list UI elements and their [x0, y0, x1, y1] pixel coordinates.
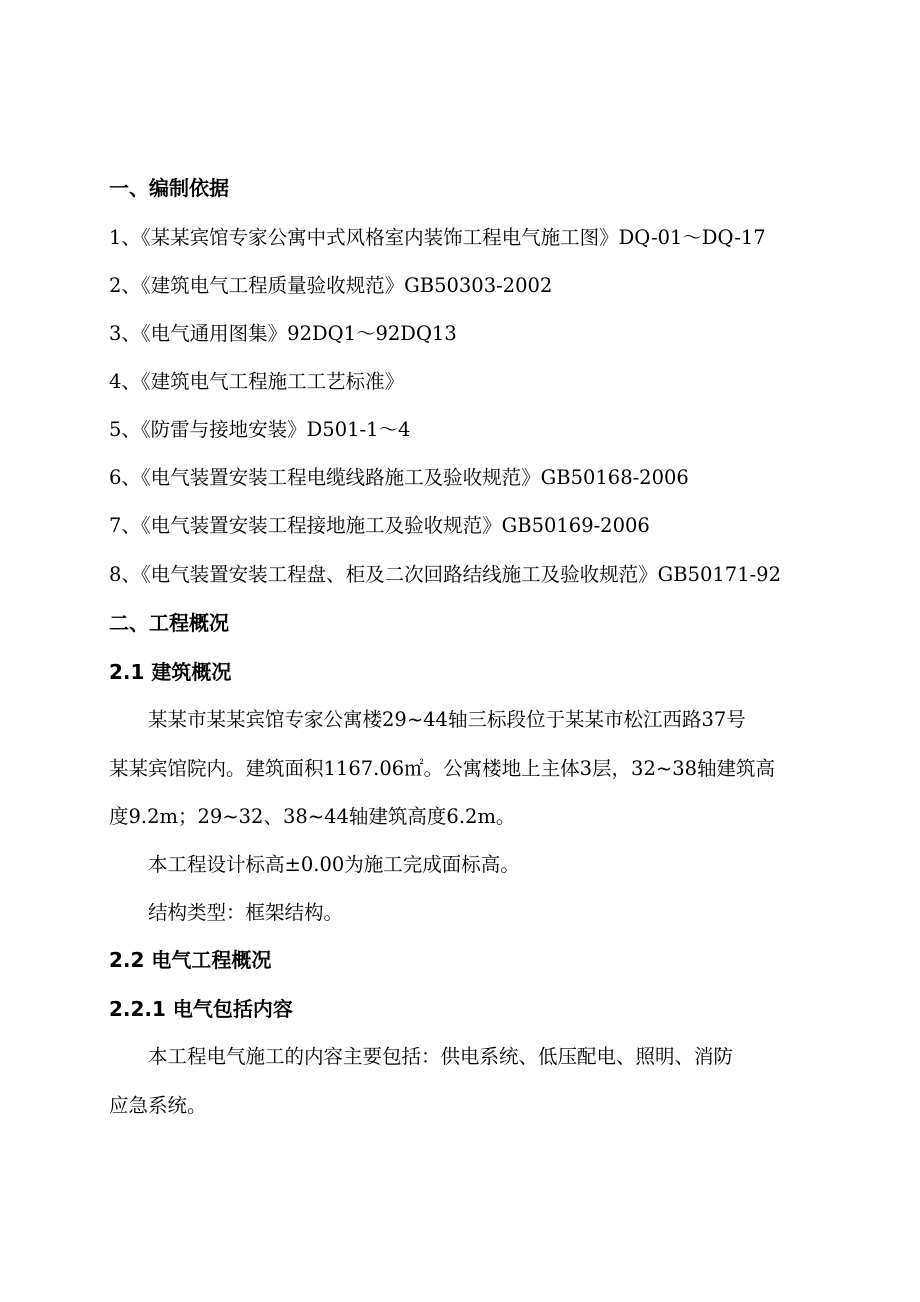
basis-item-8: 8、《电气装置安装工程盘、柜及二次回路结线施工及验收规范》GB50171-92 [109, 563, 781, 586]
subsection-heading-building: 2.1 建筑概况 [109, 660, 232, 684]
building-paragraph-line-2: 某某宾馆院内。建筑面积1167.06㎡。公寓楼地上主体3层，32~38轴建筑高 [109, 757, 776, 780]
subsection-heading-electrical: 2.2 电气工程概况 [109, 948, 272, 972]
building-paragraph-line-1: 某某市某某宾馆专家公寓楼29~44轴三标段位于某某市松江西路37号 [148, 708, 746, 731]
basis-item-2: 2、《建筑电气工程质量验收规范》GB50303-2002 [109, 274, 553, 297]
basis-item-4: 4、《建筑电气工程施工工艺标准》 [109, 370, 405, 393]
elevation-paragraph: 本工程设计标高±0.00为施工完成面标高。 [148, 853, 520, 876]
basis-item-3: 3、《电气通用图集》92DQ1～92DQ13 [109, 322, 457, 345]
building-paragraph-line-3: 度9.2m；29~32、38~44轴建筑高度6.2m。 [109, 805, 516, 828]
structure-paragraph: 结构类型：框架结构。 [148, 901, 344, 924]
scope-paragraph-line-2: 应急系统。 [109, 1094, 207, 1117]
subsection-heading-electrical-scope: 2.2.1 电气包括内容 [109, 997, 293, 1021]
scope-paragraph-line-1: 本工程电气施工的内容主要包括：供电系统、低压配电、照明、消防 [148, 1045, 734, 1068]
section-heading-basis: 一、编制依据 [109, 176, 229, 200]
section-heading-overview: 二、工程概况 [109, 611, 229, 635]
basis-item-6: 6、《电气装置安装工程电缆线路施工及验收规范》GB50168-2006 [109, 466, 689, 489]
basis-item-1: 1、《某某宾馆专家公寓中式风格室内装饰工程电气施工图》DQ-01～DQ-17 [109, 226, 766, 249]
basis-item-7: 7、《电气装置安装工程接地施工及验收规范》GB50169-2006 [109, 514, 650, 537]
basis-item-5: 5、《防雷与接地安装》D501-1～4 [109, 418, 411, 441]
